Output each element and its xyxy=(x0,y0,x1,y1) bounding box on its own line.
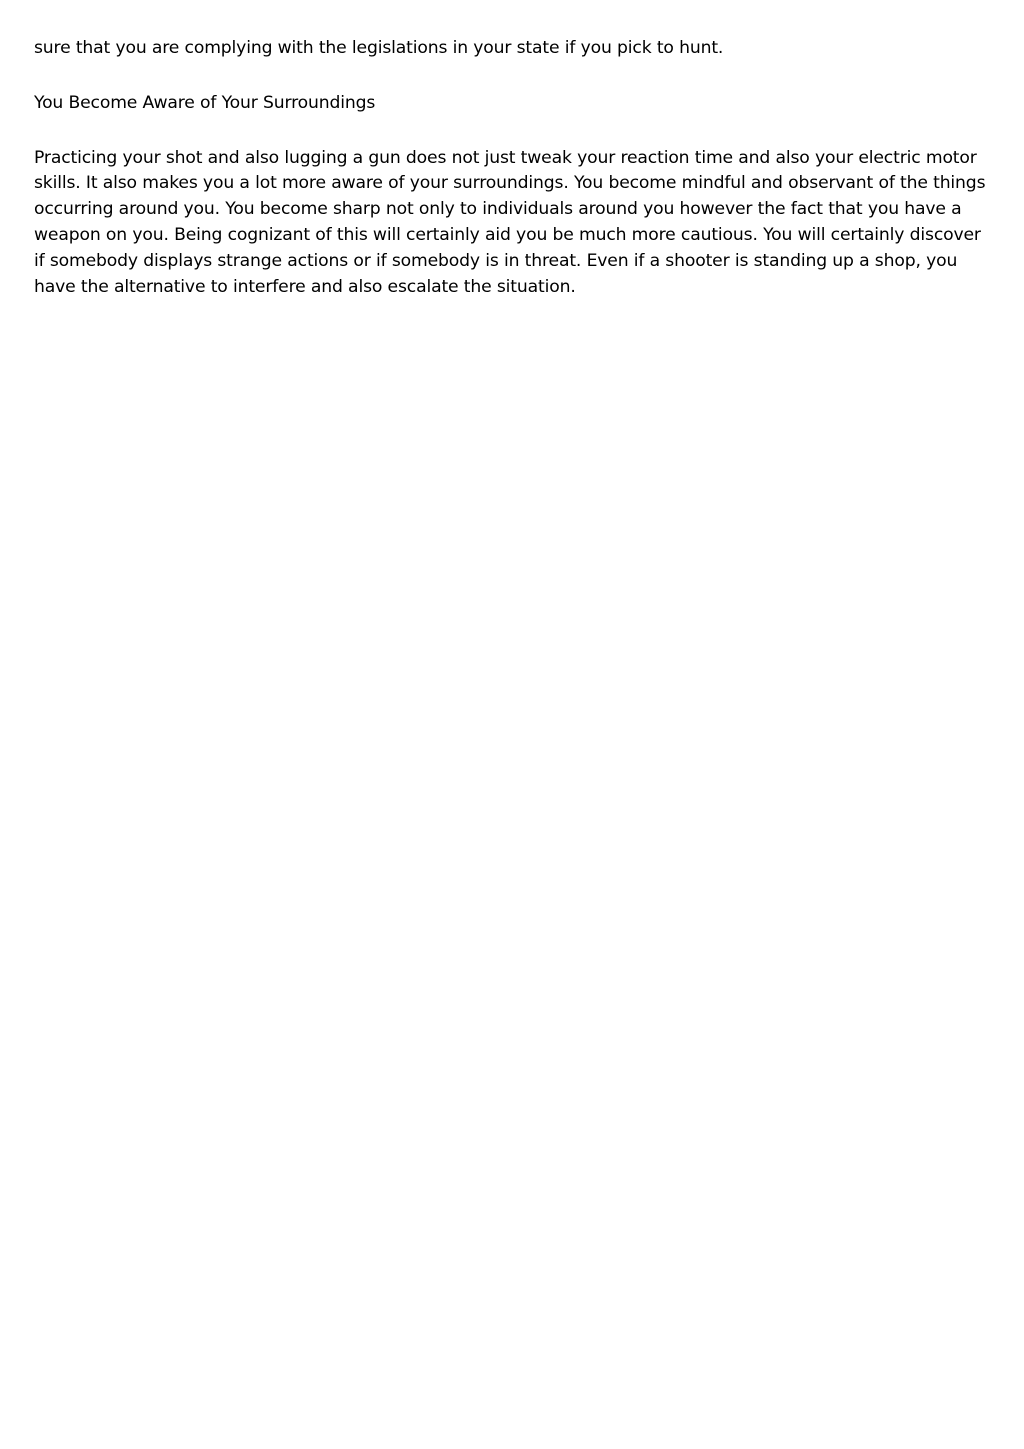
document-body xyxy=(34,36,994,300)
paragraph-continued: sure that you are complying with the legislations in your state if you pick to hunt. xyxy=(34,38,724,58)
section-heading: You Become Aware of Your Surroundings xyxy=(34,92,376,113)
paragraph-body: Practicing your shot and also lugging a gun does not just tweak your reaction time and also your electric motor skills. It also makes you a lot more aware of your surroundings. You become mindful and observant of the things occurring around you. You become sharp not only to individuals around you however the fact that you have a weapon on you. Being cognizant of this will certainly aid you be much more cautious. You will certainly discover if somebody displays strange actions or if somebody is in threat. Even if a shooter is standing up a shop, you have the alternative to interfere and also escalate the situation. xyxy=(34,147,986,297)
